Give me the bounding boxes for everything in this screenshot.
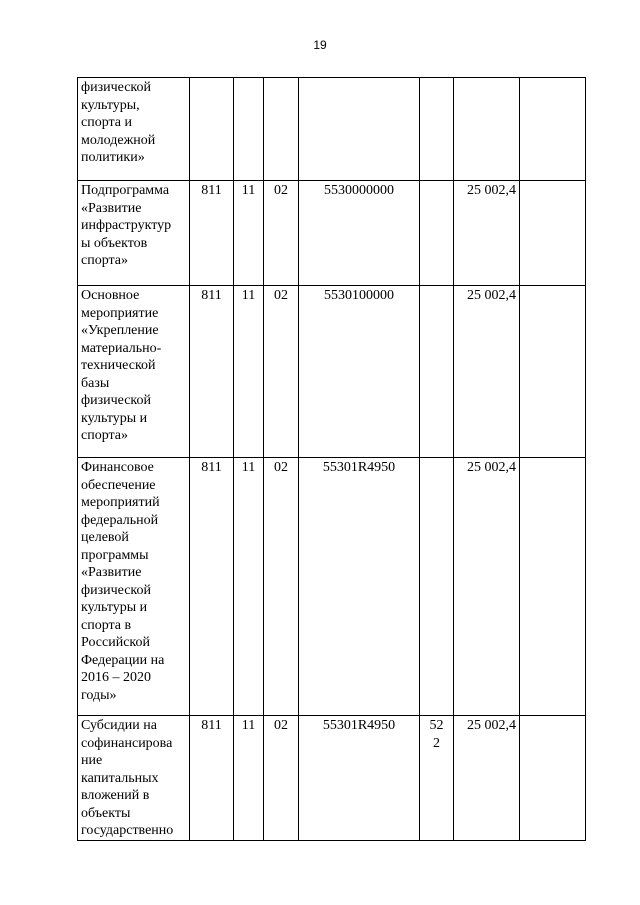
cell-extra [520, 78, 586, 181]
cell-extra [520, 716, 586, 841]
cell-expense-type [420, 181, 454, 286]
cell-name [78, 286, 190, 458]
cell-name [78, 716, 190, 841]
cell-extra [520, 286, 586, 458]
cell-name [78, 78, 190, 181]
cell-target: 55301R4950 [299, 716, 420, 841]
cell-name [78, 181, 190, 286]
cell-amount [454, 78, 520, 181]
cell-section: 11 [234, 458, 264, 716]
cell-name [78, 458, 190, 716]
cell-name-text: Основное мероприятие «Укрепление материально- технической базы физической культуры и спорта» [81, 288, 162, 443]
cell-target: 5530100000 [299, 286, 420, 458]
cell-subsection: 02 [264, 458, 299, 716]
cell-amount: 25 002,4 [454, 286, 520, 458]
cell-expense-type [420, 286, 454, 458]
cell-amount: 25 002,4 [454, 458, 520, 716]
cell-name-text: физической культуры, спорта и молодежной политики» [81, 80, 156, 165]
cell-ministry [190, 78, 234, 181]
table-row [78, 286, 586, 458]
cell-target: 5530000000 [299, 181, 420, 286]
budget-table [77, 77, 586, 841]
cell-name-text: Субсидии на софинансирова ние капитальных вложений в объекты государственно [81, 718, 174, 838]
cell-section: 11 [234, 716, 264, 841]
table-row [78, 78, 586, 181]
cell-subsection: 02 [264, 181, 299, 286]
cell-section: 11 [234, 286, 264, 458]
table-row [78, 716, 586, 841]
cell-subsection: 02 [264, 716, 299, 841]
cell-expense-type: 52 2 [420, 716, 454, 841]
cell-ministry: 811 [190, 181, 234, 286]
cell-ministry: 811 [190, 716, 234, 841]
table-row [78, 181, 586, 286]
cell-name-text: Подпрограмма «Развитие инфраструктур ы объектов спорта» [81, 183, 172, 268]
cell-ministry: 811 [190, 458, 234, 716]
cell-ministry: 811 [190, 286, 234, 458]
cell-subsection [264, 78, 299, 181]
cell-expense-type [420, 78, 454, 181]
cell-extra [520, 458, 586, 716]
cell-subsection: 02 [264, 286, 299, 458]
page-number: 19 [313, 38, 327, 52]
cell-target [299, 78, 420, 181]
cell-target: 55301R4950 [299, 458, 420, 716]
cell-section: 11 [234, 181, 264, 286]
table-row [78, 458, 586, 716]
cell-name-text: Финансовое обеспечение мероприятий федеральной целевой программы «Развитие физической культуры и спорта в Российской Федерации на 2016 – 2020 годы» [81, 460, 165, 703]
cell-amount: 25 002,4 [454, 181, 520, 286]
cell-amount: 25 002,4 [454, 716, 520, 841]
cell-section [234, 78, 264, 181]
cell-expense-type [420, 458, 454, 716]
cell-extra [520, 181, 586, 286]
